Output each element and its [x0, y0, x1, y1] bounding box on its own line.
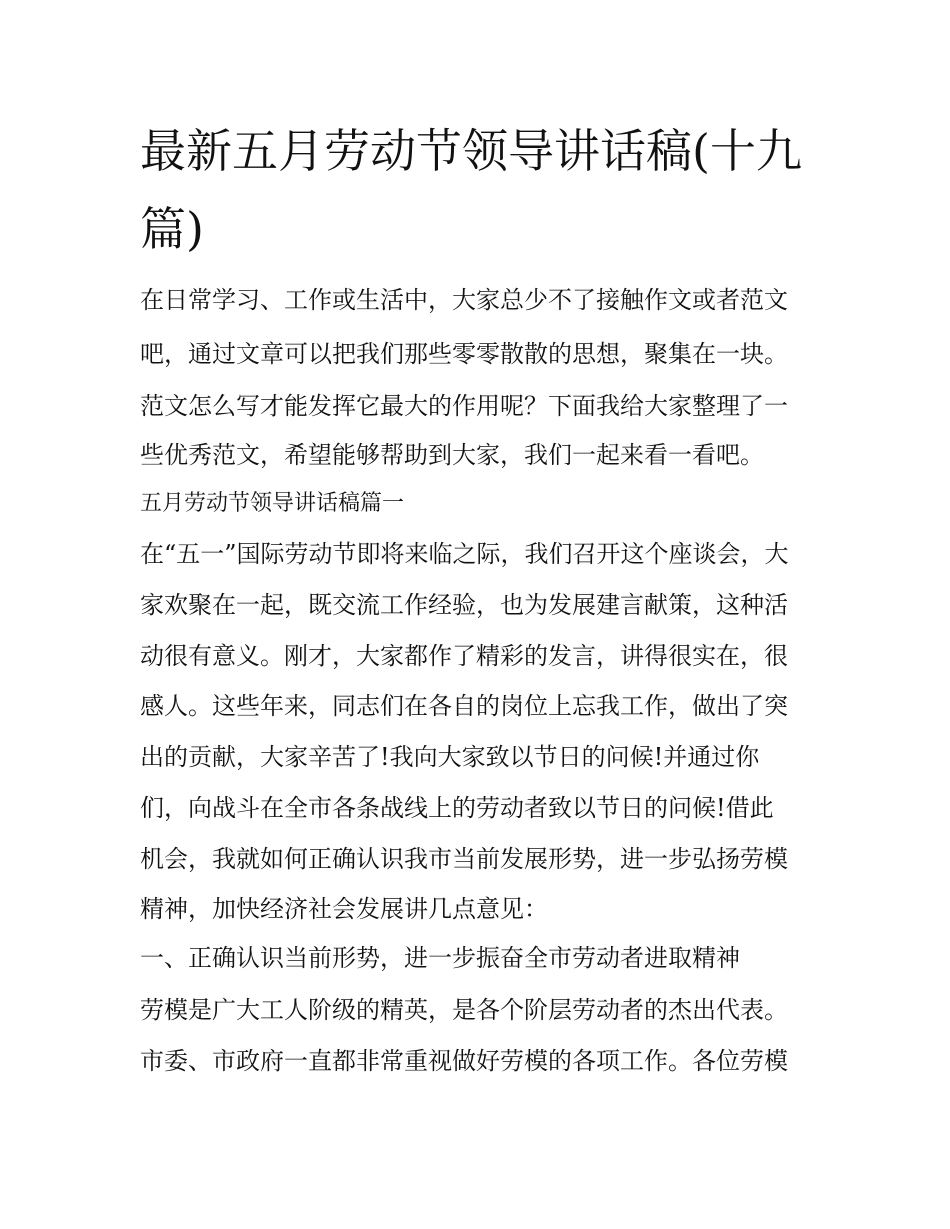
body-line-5: 出的贡献，大家辛苦了!我向大家致以节日的问候!并通过你 [140, 743, 760, 771]
document-title: 最新五月劳动节领导讲话稿(十九篇) [140, 124, 802, 256]
body-line-3: 动很有意义。刚才，大家都作了精彩的发言，讲得很实在，很 [140, 642, 788, 670]
body-line-4: 感人。这些年来，同志们在各自的岗位上忘我工作，做出了突 [140, 692, 788, 720]
body-line-6: 们，向战斗在全市各条战线上的劳动者致以节日的问候!借此 [140, 794, 774, 822]
intro-line-4: 些优秀范文，希望能够帮助到大家，我们一起来看一看吧。 [140, 441, 764, 469]
body-line-10: 市委、市政府一直都非常重视做好劳模的各项工作。各位劳模 [140, 1047, 788, 1075]
intro-line-1: 在日常学习、工作或生活中，大家总少不了接触作文或者范文 [140, 286, 788, 314]
body-line-7: 机会，我就如何正确认识我市当前发展形势，进一步弘扬劳模 [140, 845, 788, 873]
body-line-2: 家欢聚在一起，既交流工作经验，也为发展建言献策，这种活 [140, 591, 788, 619]
body-line-1: 在“五一”国际劳动节即将来临之际，我们召开这个座谈会，大 [140, 540, 789, 568]
intro-line-3: 范文怎么写才能发挥它最大的作用呢？下面我给大家整理了一 [140, 392, 788, 420]
body-line-9: 劳模是广大工人阶级的精英，是各个阶层劳动者的杰出代表。 [140, 996, 788, 1024]
subheading-line: 一、正确认识当前形势，进一步振奋全市劳动者进取精神 [140, 944, 740, 972]
body-line-8: 精神，加快经济社会发展讲几点意见： [140, 895, 548, 923]
section-heading: 五月劳动节领导讲话稿篇一 [140, 491, 405, 516]
intro-line-2: 吧，通过文章可以把我们那些零零散散的思想，聚集在一块。 [140, 340, 788, 368]
